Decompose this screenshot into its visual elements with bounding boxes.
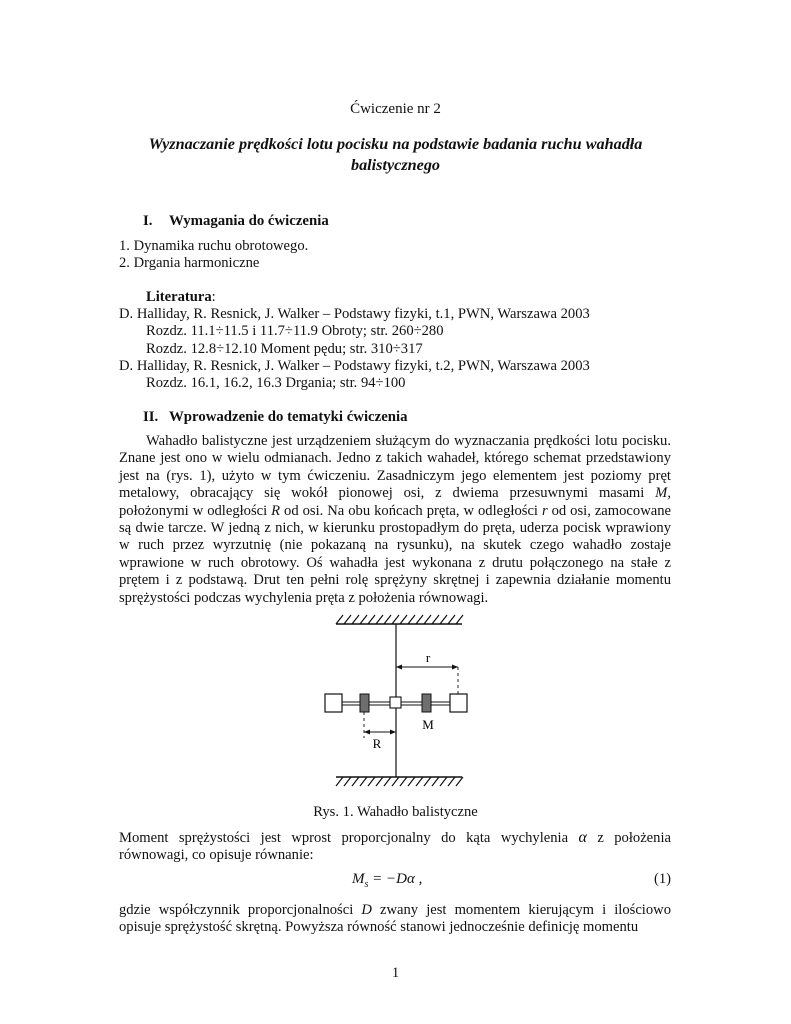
page-number: 1 [391, 965, 400, 981]
intro-paragraph [119, 433, 671, 607]
axis-hub [390, 697, 401, 708]
literature-heading [146, 289, 216, 307]
dimension-R-arrow-right [390, 730, 396, 735]
symbol-r: r [541, 502, 548, 519]
requirement-item-1: 1. Dynamika ruchu obrotowego. [119, 238, 309, 254]
document-title: Wyznaczanie prędkości lotu pocisku na podstawie badania ruchu wahadła balistycznego [148, 135, 643, 174]
section-1-title: Wymagania do ćwiczenia [169, 213, 329, 229]
equation-subscript: s [364, 879, 369, 890]
final-text-2: zwany jest momentem kierującym i ilościowo opisuje sprężystość skrętną. Powyższa równość stanowi jednocześnie definicję momentu [119, 902, 671, 936]
final-text-1: gdzie współczynnik proporcjonalności [119, 902, 362, 918]
dimension-R-arrow-left [364, 730, 370, 735]
symbol-M: M [655, 485, 668, 502]
label-M: M [422, 717, 434, 732]
equation-row [119, 871, 671, 891]
equation-M: M [352, 871, 365, 887]
symbol-D: D [361, 902, 372, 918]
equation-formula [352, 871, 422, 890]
pendulum-diagram [318, 612, 468, 794]
literature-colon: : [211, 289, 216, 305]
intro-text-2: , położonymi w odległości [119, 485, 671, 519]
intro-text-3: od osi. Na obu końcach pręta, w odległości [280, 502, 542, 519]
label-R: R [372, 736, 382, 751]
right-target-disc [450, 694, 467, 712]
moment-text-1: Moment sprężystości jest wprost proporcjonalny do kąta wychylenia [119, 830, 579, 846]
reference-1-chapter-b: Rozdz. 12.8÷12.10 Moment pędu; str. 310÷317 [146, 341, 423, 357]
equation-number: (1) [653, 871, 671, 887]
exercise-number: Ćwiczenie nr 2 [350, 101, 441, 117]
reference-2: D. Halliday, R. Resnick, J. Walker – Podstawy fizyki, t.2, PWN, Warszawa 2003 [119, 358, 590, 374]
equation-rhs: = −Dα , [368, 871, 423, 887]
dimension-r-arrow-left [396, 665, 402, 670]
base-hatching [336, 777, 463, 786]
literature-label: Literatura [146, 289, 212, 305]
intro-text-4: od osi, zamocowane są dwie tarcze. W jedną z nich, w kierunku prostopadłym do pręta, uderza pocisk wprawiony w ruch przez wyrzutnię (nie pokazaną na rysunku), na skutek czego wahadło zostaje wprawione w ruch obrotowy. Oś wahadła jest wykonana z drutu połączonego na stałe z prętem i z podstawą. Drut ten pełni rolę sprężyny skrętnej i zapewnia działanie momentu sprężystości podczas wychylenia pręta z położenia równowagi. [119, 502, 671, 606]
dimension-r-arrow-right [452, 665, 458, 670]
section-2-number: II. [143, 409, 159, 425]
section-2-heading [143, 409, 408, 426]
section-1-number: I. [143, 213, 153, 229]
moment-text-2: z położenia równowagi, co opisuje równanie: [119, 830, 671, 864]
left-target-disc [325, 694, 342, 712]
moment-paragraph [119, 829, 671, 865]
left-sliding-mass [360, 694, 369, 712]
section-2-title: Wprowadzenie do tematyki ćwiczenia [169, 409, 408, 425]
final-paragraph [119, 902, 671, 937]
symbol-R: R [271, 502, 281, 519]
intro-text-1: Wahadło balistyczne jest urządzeniem służącym do wyznaczania prędkości lotu pocisku. Znane jest ono w wielu odmianach. Jedno z takich wahadeł, którego schemat przedstawiony jest na (rys. 1), użyto w tym ćwiczeniu. Zasadniczym jego elementem jest poziomy pręt metalowy, obracający się wokół pionowej osi, z dwiema przesuwnymi masami [119, 433, 671, 502]
label-r: r [425, 650, 431, 665]
reference-2-chapter: Rozdz. 16.1, 16.2, 16.3 Drgania; str. 94÷100 [146, 375, 406, 391]
top-hatching [336, 615, 463, 624]
symbol-alpha: α [578, 829, 587, 846]
reference-1-chapter-a: Rozdz. 11.1÷11.5 i 11.7÷11.9 Obroty; str. 260÷280 [146, 323, 444, 339]
right-sliding-mass [422, 694, 431, 712]
requirement-item-2: 2. Drgania harmoniczne [119, 255, 260, 271]
section-1-heading [143, 213, 329, 230]
figure-caption: Rys. 1. Wahadło balistyczne [313, 804, 478, 820]
reference-1: D. Halliday, R. Resnick, J. Walker – Podstawy fizyki, t.1, PWN, Warszawa 2003 [119, 306, 590, 322]
